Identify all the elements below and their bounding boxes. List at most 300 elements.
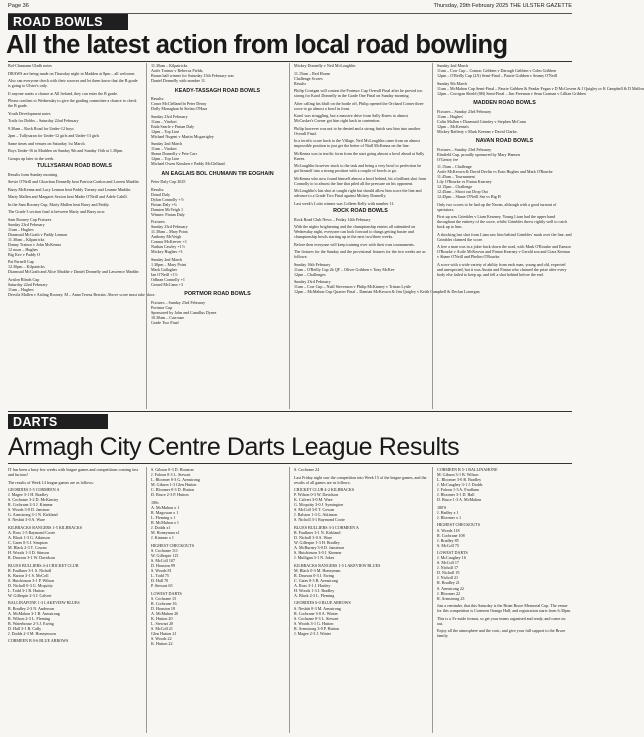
text-line: Shaun Donnelly v Pete Carr (151, 151, 197, 157)
paragraph: In the Sam Rooney Cup, Marty Mullen beat Barry and Paddy. (8, 201, 110, 207)
paragraph: Youth Development notes (8, 110, 51, 116)
text-line: J. Magee 2-3 J. Winter (294, 630, 332, 636)
text-line: G. Mcquitty 3-0 J. Symington (294, 502, 344, 508)
text-line: R. Cochrane 108 (437, 532, 465, 538)
text-line: M. Black 2-3 T. Cowan (8, 545, 47, 551)
paragraph: In a terrific score back to the Village, Neil McLoughlin came from an almost impossible position to just get the better of Niall McKenna on the line. (294, 138, 420, 148)
paragraph: S. Cochrane 24 (294, 467, 320, 472)
paragraph: Stevie O'Neill and Gloachan Donnelly beat Patricia Conlon and Loreen Maddie. (8, 179, 140, 185)
text-block (294, 487, 427, 525)
text-line: R. Armstrong 23 (437, 595, 465, 601)
text-line: Results: (151, 186, 165, 192)
text-line: S. Woods 22 (151, 636, 172, 641)
text-line: Elmfield Cup, proudly sponsored by Mary Hansen (437, 151, 520, 157)
text-line: LOWEST DARTS (151, 590, 182, 596)
subheading: AN EAGLAIS BOL CHUMANN TIR EOGHAIN (161, 170, 274, 177)
text-line: S. Hutchinson 3-1 P. Wilson (8, 577, 55, 583)
text-line: J. Dodds x1 (151, 525, 171, 531)
paragraph: Barry McKenna and Lacy Lennon beat Paddy Tierney and Leanne Maddie. (8, 186, 132, 192)
text-block (294, 525, 427, 563)
text-line: C. Gates 0-3 J. Simpson (8, 539, 48, 545)
column-divider (432, 63, 433, 409)
text-line: A. Black 2-3 L. Fleming (294, 592, 335, 598)
text-block (437, 164, 572, 202)
text-line: 11am – Viaduct (151, 118, 177, 124)
text-line: Conor McClelland bt Peter Deasy (151, 101, 207, 107)
page-number: Page 36 (8, 3, 29, 9)
subheading: NAVAN ROAD BOWLS (475, 138, 534, 145)
text-line: Challenge Scores (294, 75, 323, 81)
text-block (294, 563, 427, 601)
paragraph: Bol-Chumann Uladh notes (8, 63, 52, 68)
text-line: Sunday 9th March (437, 80, 468, 86)
text-line: R. Wilson 2-3 L. Fleming (8, 615, 51, 621)
subheading: ROCK ROAD BOWLS (333, 208, 388, 214)
text-line: J. Mulligan 3-1 N. Jokes (294, 555, 335, 561)
text-line: S. McColl 21 (151, 625, 173, 631)
text-line: CORMEEN B 0-6 BLUE ARROWS (8, 638, 69, 644)
text-line: 11.15am – Challenge (437, 164, 472, 170)
text-line: S. Woods 3-0 D. Jamison (8, 507, 50, 513)
text-line: 12pm – Top Line (151, 128, 180, 134)
text-line: J. Ralston 1-3 G. Atkinson (294, 512, 338, 518)
text-line: J. Bloomer 3-1 D. Hall (437, 492, 475, 498)
text-line: 11am – Hughes (8, 226, 34, 232)
paragraph: Same times and venues on Saturday 1st March. (8, 140, 86, 146)
text-line: BLUES BULLIERS 3-3 CORMEEN A (294, 524, 359, 530)
subheading: PORTMOR ROAD BOWLS (184, 291, 251, 298)
text-line: Donal Daly (151, 191, 170, 197)
text-line: D. Bruce 2-3 P. Hutton (151, 492, 189, 498)
text-line: J. McCaughey 16 (437, 555, 466, 561)
text-line: C. Bloomer 0-3 D. Hutton (151, 487, 194, 493)
text-line: Anthony McVeigh (151, 234, 182, 240)
text-line: D. Bruce 1-3 A. McMahon (437, 497, 482, 503)
text-line: Grade Two Final (151, 319, 179, 325)
text-line: S. Woods 118 (437, 527, 460, 533)
text-line: HIGHEST CHECKOUTS (151, 542, 195, 548)
text-line: K. Calvert 3-0 M. Ware (294, 497, 333, 503)
bowls-column-4 (437, 63, 644, 409)
subheading: KEADY-TASSAGH ROAD BOWLS (174, 87, 261, 94)
text-line: D. Nicholl 19 (437, 570, 460, 576)
paragraph: McLoughlin however stuck to the task and being a very bowl to perfection he got himself into a strong position with a couple of bowls to go. (294, 163, 422, 173)
paragraph: Peter Daly Cup 2025 (151, 179, 186, 185)
text-line: R. Faulkner 3-1 N. Kirkland (294, 529, 341, 535)
text-line: Damien McVeigh 1 (151, 206, 184, 212)
paragraph: Last Friday night saw the competition into Week 15 of the league games, and the results of all games are as follows: (294, 474, 427, 485)
text-block (294, 600, 427, 638)
text-line: R. Bradley 2-3 N. Anderson (8, 605, 54, 611)
text-line: Nathan Cawley +1½ (151, 244, 185, 250)
paragraph: McLoughlin's last shot at caught right but should allow him score the line and advance to a Grade Two Final against Mickey Donnelly. (294, 188, 422, 198)
text-line: Connor McKeever +1 (151, 239, 187, 245)
text-line: S. Cochrane 3-2 D. McKinstry (8, 497, 59, 503)
text-line: Fixtures – Sunday 23rd February (151, 299, 206, 305)
text-line: M. Honeyman x1 (151, 530, 180, 536)
paragraph: Groups up later in the week. (8, 155, 55, 161)
paragraph: Boys Under-16 in Madden on Sunday 9th and Sunday 16th at 1.30pm. (8, 148, 124, 153)
text-line: Colin Mallon v Diarmuid Grimley v Stephen McCann (437, 118, 526, 124)
text-line: S. Woods 3-1 G. Hutton (294, 620, 334, 626)
text-line: S. Nesbitt 0-3 M. Armstrong (294, 605, 341, 611)
headline-rule (8, 463, 572, 464)
text-line: BALLINAFONE 1-3 LAKEVIEW BLUES (8, 600, 80, 606)
paragraph: Karol was struggling, but a massive drive from Sally Knees to almost McCusker's Corner got him right back in contention. (294, 113, 408, 123)
text-line: J. Bloomer 22 (437, 590, 461, 596)
text-line: 12.15pm – Challenge (437, 184, 473, 190)
paragraph: Rock Road Club News – Friday 14th February (294, 216, 371, 222)
text-line: L. Todd 75 (151, 572, 169, 578)
paragraph: Also can everyone check with their sources and let them know that the B grade is going to Ulster's only. (8, 78, 138, 88)
subheading: TULLYSARAN ROAD BOWLS (37, 163, 112, 169)
text-line: Results: (151, 96, 165, 102)
text-line: H. Woods 1-3 D. Stinson (8, 550, 49, 556)
paragraph: Results from Sunday morning (8, 171, 58, 177)
text-line: L. Bloomer 0-3 G. Armstrong (151, 477, 200, 483)
text-line: Glen Hutton 21 (151, 630, 177, 636)
text-line: 12 noon – Hughes (8, 246, 38, 252)
text-line: A. McMahon 20 (151, 610, 179, 616)
text-line: R. Cochrane 2-3 J. Kinnear (8, 502, 53, 508)
text-block (151, 300, 284, 328)
text-line: 11am – O'Reilly Cup 2b QF – Oliver Gribben v Tony McKee (294, 266, 395, 272)
text-line: Fixtures: (151, 219, 166, 225)
text-block (151, 467, 284, 500)
text-line: 11am – Corr Cup – Connac Gribben v Darragh Gribben v Colm Gribben (437, 68, 556, 73)
text-line: 12.30pm – Kilpatricks (8, 264, 45, 270)
column-divider (146, 467, 147, 733)
text-line: Daniel Donnelly with number 11. (151, 78, 206, 83)
text-line: KILBRACKS RANGERS 1-5 LAKEVIEW BLUES (294, 562, 381, 568)
text-line: A. McMahon 3-1 B. Armstrong (8, 610, 60, 616)
text-line: 12.45pm – Shane O'Neill Snr vs Big H (437, 194, 501, 200)
text-line: Lily O'Rourke vs Fintan Kearney (437, 179, 492, 185)
text-line: R. Faulkner 3-1 S. Nicholl (8, 567, 52, 573)
text-block (8, 525, 141, 563)
paragraph: Philip Corrigan will contest the Portmor Cup Overall Final after he proved too strong for Karol Donnelly in the Grade One Final on Sunday morning. (294, 88, 423, 98)
text-line: Diarmuid McGrath and Alice Maddie v Daniel Donnelly and Lawrence Maddie. (8, 269, 140, 275)
text-line: Fixtures – Sunday 23rd February (437, 108, 492, 114)
text-line: 11am – Hughes' (437, 113, 464, 119)
paragraph: First up was Grimbles v Liam Kearney. Young Liam had the upper hand throughout the entirety of the score, whilst Grimbles threw rightly well to catch back up to him. (437, 214, 568, 230)
text-line: D. Hall 70 (151, 577, 169, 583)
paragraph: Enjoy all the atmosphere and the craic, and give your full support to the Bruce family. (437, 628, 566, 639)
text-block (437, 147, 572, 165)
text-block (8, 487, 141, 525)
column-divider (289, 467, 290, 733)
text-line: 11.45am – Tournament (437, 174, 475, 180)
text-line: Danny Trainor v John McKenna (8, 241, 61, 247)
text-line: GEORDIES 6-0 BLUE ARROWS (294, 600, 351, 606)
text-line: J. Nicholl 17 (437, 565, 459, 571)
text-line: R. Armstrong 3-0 P. Hutton (294, 625, 340, 631)
text-line: Sponsored by John and Camillus Dynes (151, 309, 217, 315)
text-line: Odhran Connolly +1 (151, 276, 185, 282)
text-line: S. Nesbitt 3-0 A. Ware (8, 517, 45, 523)
text-block (8, 276, 156, 300)
text-line: W. Gillespie 2-3 J. Calvert (8, 592, 52, 598)
text-line: J. Kinnear x 1 (151, 535, 174, 541)
text-block (151, 63, 284, 86)
text-block (151, 219, 284, 257)
section-bar-road-bowls: ROAD BOWLS (8, 14, 128, 30)
bowls-column-1 (8, 63, 156, 409)
text-line: R. Dawson 3-1 W. Davidson (8, 555, 55, 561)
text-line: Pat Parnell Cup (8, 259, 34, 265)
text-line: S. McColl 75 (437, 542, 459, 548)
text-line: Big Kev v Paddy O (8, 251, 41, 257)
column-divider (289, 63, 290, 409)
text-block (151, 543, 284, 591)
darts-headline: Armagh City Centre Darts League Results (8, 433, 460, 461)
text-block (294, 262, 427, 280)
text-line: A. Black 1-3 G. Atkinson (8, 534, 50, 540)
text-line: Aoife McKeown & David Devlin vs Eoin Hughes and Mark O'Rourke (437, 169, 553, 175)
text-line: 11am – Corr Cup – Niall Stevenson v Philip McKinney v Tristan Lyttle (294, 284, 411, 290)
text-line: R. Magowan x 1 (151, 509, 179, 515)
text-line: Portmor Cup (151, 304, 173, 310)
text-line: CORMEEN B 5-1 BALLINAHONE (437, 467, 498, 472)
section-bar-darts: DARTS (8, 414, 108, 429)
text-block (437, 550, 572, 603)
text-line: 11am – McMahon Cup Semi-Final – Paurie Gribben & Peadar Fegan v D McGovern & J Quigley or K Campbell & D Mallon (437, 85, 644, 91)
text-line: Michael Owen Kinsken v Paddy McClelland. (151, 161, 226, 167)
darts-column-3 (294, 467, 427, 733)
paragraph: A free a man was in a joker back down the road, with Mark O'Rourke and Eamon O'Rourke v Aoife McKeown and Fintan Kearney v Gerald son and Ciara Keenan v Shane O'Neill and Phelim O'Rourke. (437, 244, 571, 260)
text-line: J. Bradley 85 (437, 537, 459, 543)
text-line: M. Gibson 1-3 Glen Hutton (151, 482, 197, 488)
text-line: 11.30am – Kilpatricks (151, 63, 188, 68)
text-line: S. Armstrong 22 (437, 585, 464, 591)
paragraph: A score with a wide variety of ability from each man, young and old, expected and unexpected, but it was Austin and Fintan who claimed the prize after every body else failed to keep up, and fell a shot behind before the end. (437, 261, 567, 277)
paragraph: Last week's Lotto winner was Colleen Kelly with number 11. (294, 200, 395, 206)
text-line: Ian O'Neill +1½ (151, 271, 178, 277)
text-line: S. McColl 107 (151, 557, 175, 563)
paragraph: Only two scores to be had up the Navan, although with a good turnout of spectators. (437, 201, 557, 212)
text-line: Avalon Blinds Cup (8, 276, 40, 282)
text-line: S. Hutchinson 3-0 J. Kinnear (294, 550, 342, 556)
text-line: J. McCaughey 3-1 J. Dodds (437, 482, 483, 488)
text-line: Sunday 23rd February (151, 224, 188, 230)
text-line: 11.30am – Mary Point (151, 229, 188, 235)
text-line: 12pm – Top Line (151, 156, 180, 162)
paragraph: McKenna who now found himself almost a bowl behind, hit a brilliant shot from Connolly to to almost the line that piled all the pressure on his opponent. (294, 175, 427, 186)
text-block (437, 109, 572, 137)
text-block (8, 217, 141, 260)
paragraph: This is a 3's-aside format, so get your teams organised and ready, and come on out. (437, 615, 566, 626)
text-line: W. Gillespie 1-3 H. Bradley (294, 539, 340, 545)
text-block (151, 96, 284, 114)
text-block (437, 505, 572, 523)
text-line: Dolly Monaghan bt Stefan O'Hara (151, 106, 208, 112)
text-line: D. Hall 3-1 B. Cally (8, 625, 42, 631)
text-line: K. Hutton 22 (151, 641, 173, 647)
text-line: R. Bradley 21 (437, 580, 460, 586)
text-line: 11.15am – Red House (294, 70, 331, 76)
text-line: M. Gibson 3-1 B. Wilson (437, 472, 479, 478)
paragraph: DRAWS are being made on Thursday night in Madden at 8pm – all welcome. (8, 70, 136, 76)
text-line: J. Nicholl 21 (437, 575, 459, 581)
darts-column-2 (151, 467, 284, 733)
paragraph: The Grade 3 section final is between Marty and Barry now. (8, 209, 106, 215)
text-line: S. Woods 81 (151, 567, 172, 573)
masthead (8, 3, 572, 14)
text-line: Dervila Mallen v Aisling Rooney. M – Anna Teresa Berrain. Above score must take place. (8, 291, 156, 297)
text-line: Sunday 2nd March (151, 256, 183, 262)
text-line: G. Armstrong 3-1 N. Kirkland (8, 512, 58, 518)
text-line: Diarmuid McGrath v Paddy Lennon (8, 231, 68, 237)
paragraph: 2pm – Tullysaran for Under-12 girls and Under-13 girls (8, 133, 100, 138)
text-line: CRICKET CLUB 4-2 KILBRACKS (294, 487, 355, 492)
paragraph: Mickey Donnelly v Neil McLoughlin (294, 63, 356, 68)
text-block (8, 259, 141, 277)
text-line: 12pm – Challenges (294, 271, 326, 277)
paragraph: 9.30am – Rock Road for Under-12 boys (8, 125, 74, 131)
text-line: J. Dodds 2-3 M. Honeymoon (8, 630, 56, 636)
text-line: S. Cochrane 111 (151, 547, 178, 553)
text-block (437, 467, 572, 505)
text-line: P. Wilson 0-3 W. Davidson (294, 492, 339, 498)
text-line: 12pm – McMahon Cup Quarter Final – Damian McKeown & Jim Quigley v Keith Campbell & Declan Lonergan (294, 289, 480, 295)
headline-rule (8, 61, 572, 62)
text-line: P. Stewart 65 (151, 583, 173, 589)
paragraph: Just a reminder, that this Saturday is the Brian Bruce Memorial Cup. The venue for this competition is Cormeen Orange Hall, and registration starts from 6.30pm. (437, 603, 571, 614)
text-line: Mickey Hughes +3 (151, 249, 183, 255)
paragraph: After calling his bluff on the bottle off, Philip opened the Orchard Corner three score to go almost a bowl in front. (294, 100, 424, 111)
text-line: J. Bloomer x 1 (437, 514, 462, 520)
text-block (151, 257, 284, 290)
text-line: S. Gibson 0-3 D. Houston (151, 467, 194, 472)
text-line: S. McColl 17 (437, 560, 459, 566)
text-line: LOWEST DARTS (437, 550, 468, 556)
text-block (151, 187, 284, 220)
text-line: Winner: Fintan Daly (151, 211, 185, 217)
text-line: Aoife Trainor v Rebecca Fields, (151, 68, 204, 73)
text-line: Sunday 16th February (294, 261, 331, 267)
paragraph: IT has been a busy few weeks with league games and competitions coming fast and furious! (8, 467, 138, 477)
text-line: 12pm – O'Reilly Cup (2A) Semi-Final – Paurie Gribben v Seamy O'Neill (437, 73, 558, 78)
paragraph: The results of Week 14 league games are as follows: (8, 479, 94, 485)
paragraph: Before then everyone will keep training over with their own tournaments. (294, 241, 415, 247)
text-line: 12pm – Corrigan Shield (SB) Semi-Final – Jim Freeman v Sean Gorman v Lillian Gribben (437, 90, 586, 96)
text-line: Michael Nugent v Martin Mcgarrigley (151, 133, 214, 139)
text-line: 180'S (437, 504, 447, 510)
text-line: B. McMahon x 1 (151, 519, 179, 525)
text-line: 12pm – McKenna's (437, 123, 469, 129)
text-line: W. Gillespie 115 (151, 552, 179, 558)
text-line: A. Ross 1-3 Raymond Coote (8, 529, 56, 535)
text-line: 180s (151, 499, 159, 505)
text-line: Saturday 22nd February (8, 281, 48, 287)
text-line: S. McColl 3-0 T. Cowan (294, 507, 335, 513)
text-block (294, 279, 480, 297)
text-line: Mark Gallagher (151, 266, 178, 272)
text-line: Sunday 2nd March (151, 141, 183, 147)
subheading: MADDEN ROAD BOWLS (473, 100, 536, 106)
darts-column-1 (8, 467, 141, 733)
text-line: Sam Rooney Cup Fixtures (8, 216, 52, 222)
text-block (437, 63, 572, 81)
text-block (8, 600, 141, 638)
text-line: S. Cochrane 0-3 L. Stewart (294, 615, 339, 621)
text-line: KILBRACKS RANGERS 1-5 KILBRACKS (8, 524, 83, 530)
bowls-column-2 (151, 63, 284, 409)
text-block (437, 522, 572, 550)
text-line: R. Dawson 0-3 J. Ewing (294, 572, 335, 578)
text-line: D. Houston 99 (151, 562, 175, 568)
bowls-headline: All the latest action from local road bowling (6, 31, 508, 59)
paragraph: Philip however was not to be denied and a strong finish saw him into another Overall Final. (294, 125, 421, 136)
text-block (437, 80, 644, 99)
text-line: A. Ross 3-1 J. Hartley (294, 582, 331, 588)
text-line: J. Faloon 1-3 A. Fradham (437, 487, 479, 493)
text-line: 11am – Hughes (8, 286, 34, 292)
text-line: Mickey Rafferty v Mark Keenan v David Clarke. (437, 128, 518, 134)
text-line: A. McMahon x 1 (151, 504, 180, 510)
text-line: Bonus ball winner for Saturday 15th February was (151, 73, 234, 78)
text-line: R. Cochrane 3-0 A. Winter (294, 610, 338, 616)
text-line: R. Cochrane 16 (151, 600, 177, 606)
text-line: J. Hadley x 1 (437, 509, 459, 515)
text-line: 1.30pm – Mary Point (151, 261, 187, 267)
column-divider (146, 63, 147, 409)
text-line: S. Nicholl 3-1 Raymond Coote (294, 517, 345, 523)
text-line: HIGHEST CHECKOUTS (437, 522, 481, 528)
text-block (151, 114, 284, 142)
text-line: 10.30am – Carrouse (151, 314, 185, 320)
text-line: K. Barton 3-1 S. McColl (8, 572, 49, 578)
text-line: Dylan Connolly +½ (151, 196, 184, 202)
text-line: 11.30am – Kilpatricks (8, 236, 45, 242)
text-line: Gerard McCann +3 (151, 281, 183, 287)
paragraph: The fixtures for the Sunday and the provisional fixtures for the two weeks are as follows: (294, 249, 426, 260)
paragraph: A shocking last shot from Liam saw him behind Grimbles' mark over the line, and Grimbles claimed the score. (437, 231, 572, 242)
text-block (8, 638, 141, 646)
paragraph: McKenna was in terrific form from the start going almost a bowl ahead at Sally Knees. (294, 150, 425, 161)
text-line: J. Faloon 0-3 L. Stewart (151, 472, 191, 478)
column-divider (432, 467, 433, 733)
text-block (151, 591, 284, 649)
text-line: GEORDIES 5-5 CORMEEN A (8, 487, 60, 492)
text-line: Results (294, 80, 307, 86)
text-line: A. McBurney 3-0 D. Jamieson (294, 545, 345, 551)
text-line: L. Todd 3-1 R. Hutton (8, 587, 45, 593)
text-line: B. Waterhouse 2-3 J. Ewing (8, 620, 54, 626)
paragraph: Please confirm to Wednesday to give the grading committee a chance to check the B grade. (8, 98, 137, 108)
text-block (151, 141, 284, 169)
text-line: D. Nicholl 0-3 G. Mcquitty (8, 582, 53, 588)
paragraph: Trails for Dobbs – Saturday 22nd February (8, 118, 79, 123)
text-line: Sunday 23rd February (151, 113, 188, 119)
text-block (151, 500, 284, 543)
paragraph: Marty Mallen and Margaret Sexton beat Madie O'Neill and Adele Cahill. (8, 194, 128, 200)
text-line: L. Fleming x 1 (151, 514, 176, 520)
text-block (294, 71, 427, 89)
text-line: J. Magee 3-1 H. Bradley (8, 492, 49, 498)
text-line: L. Stewart 20 (151, 620, 174, 626)
text-line: Enda Searle v Fintan Daly (151, 123, 195, 129)
darts-column-4 (437, 467, 572, 733)
text-line: O'Gentry fee (437, 156, 459, 162)
text-line: D. Nicholl 3-0 A. Ware (294, 534, 333, 540)
text-line: K. Hutton 20 (151, 615, 173, 621)
dateline: Thursday, 29th February 2025 THE ULSTER GAZETTE (433, 3, 572, 9)
section-rule (8, 411, 572, 412)
text-line: 11am – Viaduct (151, 146, 177, 152)
text-line: D. Houston 18 (151, 605, 175, 611)
text-line: Sunday 23rd February (294, 279, 331, 285)
